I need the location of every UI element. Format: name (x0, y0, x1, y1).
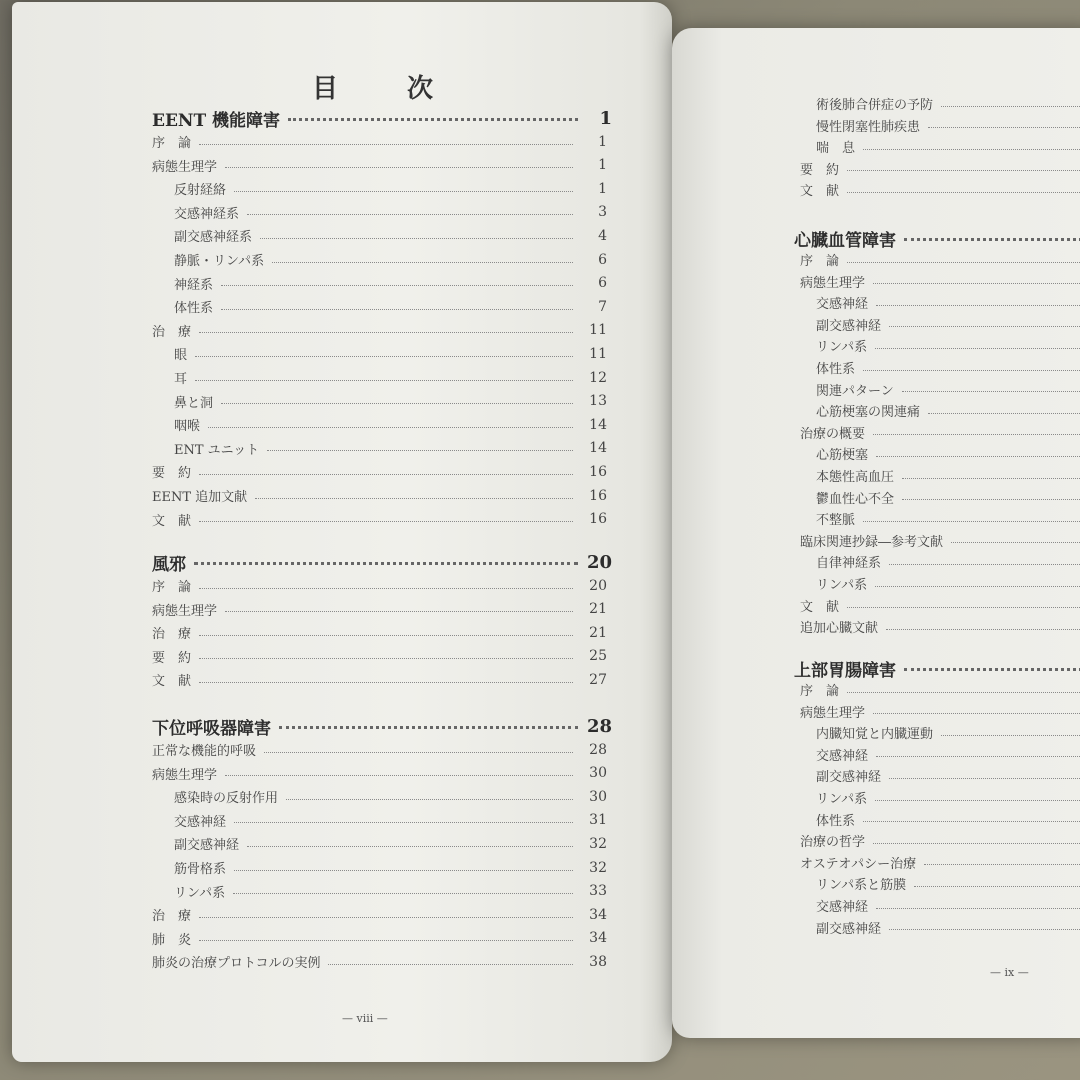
toc-entry (174, 392, 607, 411)
toc-entry (816, 401, 1080, 420)
entry-label: 序 論 (152, 136, 192, 151)
entry-label: 要 約 (152, 466, 192, 482)
toc-entry (152, 952, 607, 971)
page-number: 6 (598, 275, 607, 292)
toc-entry (816, 723, 1080, 742)
toc-section-heading (152, 106, 612, 131)
entry-label: 副交感神経 (816, 921, 882, 937)
toc-entry (152, 576, 607, 595)
dot-leader (873, 712, 1080, 714)
page-number: 3 (598, 204, 607, 221)
page-number: 13 (589, 393, 607, 410)
page-number: 21 (589, 624, 607, 641)
dot-leader (225, 166, 573, 168)
page-number: 14 (589, 416, 607, 433)
dot-leader (904, 667, 1080, 671)
toc-entry (800, 680, 1080, 699)
dot-leader (255, 497, 573, 499)
toc-entry (174, 415, 607, 434)
dot-leader (914, 885, 1080, 887)
toc-entry (152, 486, 607, 505)
dot-leader (889, 325, 1080, 327)
dot-leader (221, 308, 573, 310)
dot-leader (875, 585, 1080, 587)
dot-leader (875, 799, 1080, 801)
dot-leader (873, 842, 1080, 844)
dot-leader (876, 755, 1080, 757)
dot-leader (225, 774, 573, 776)
entry-label: 序 論 (800, 684, 840, 699)
entry-label: 不整脈 (816, 513, 856, 529)
entry-label: 体性系 (816, 813, 856, 829)
entry-label: 文 献 (152, 513, 192, 529)
dot-leader (234, 869, 573, 871)
dot-leader (941, 734, 1080, 736)
entry-label: 追加心臓文献 (800, 621, 879, 637)
dot-leader (286, 798, 573, 800)
toc-entry (800, 159, 1080, 178)
entry-label: 病態生理学 (152, 767, 218, 783)
toc-entry (152, 929, 607, 948)
page-number: 12 (589, 369, 607, 386)
entry-label: 眼 (174, 348, 188, 364)
toc-entry (174, 344, 607, 363)
entry-label: 鬱血性心不全 (816, 491, 895, 507)
dot-leader (928, 126, 1080, 128)
entry-label: 治療の概要 (800, 426, 866, 442)
dot-leader (924, 863, 1080, 865)
dot-leader (234, 821, 573, 823)
toc-entry (816, 336, 1080, 355)
page-number: 33 (589, 883, 607, 900)
entry-label: 反射経絡 (174, 183, 227, 199)
entry-label: 喘 息 (816, 141, 856, 157)
dot-leader (886, 628, 1080, 630)
toc-section-heading (152, 714, 612, 739)
page-number: 20 (589, 577, 607, 594)
dot-leader (863, 148, 1080, 150)
toc-entry (800, 250, 1080, 269)
page-number: 1 (598, 133, 607, 150)
page-number: 16 (589, 511, 607, 528)
dot-leader (272, 261, 573, 263)
dot-leader (199, 143, 573, 145)
toc-entry (816, 94, 1080, 113)
toc-entry (816, 444, 1080, 463)
page-number: 32 (589, 835, 607, 852)
entry-label: オステオパシー治療 (800, 856, 917, 872)
toc-entry (152, 156, 607, 175)
entry-label: 治 療 (152, 324, 192, 340)
dot-leader (233, 892, 573, 894)
section-title: EENT 機能障害 (152, 111, 281, 131)
toc-entry (174, 179, 607, 198)
entry-label: 要 約 (800, 162, 840, 178)
dot-leader (863, 369, 1080, 371)
dot-leader (875, 347, 1080, 349)
entry-label: 耳 (174, 372, 188, 387)
entry-label: 病態生理学 (800, 705, 866, 721)
right-page (672, 28, 1080, 1038)
dot-leader (199, 331, 573, 333)
dot-leader (902, 390, 1080, 392)
toc-entry (174, 203, 607, 222)
entry-label: ENT ユニット (174, 442, 260, 458)
dot-leader (863, 820, 1080, 822)
toc-entry (174, 882, 607, 901)
toc-section-heading (794, 656, 1080, 681)
dot-leader (199, 681, 573, 683)
dot-leader (199, 587, 573, 589)
toc-section-heading (152, 550, 612, 575)
entry-label: 神経系 (174, 277, 214, 293)
toc-entry (800, 617, 1080, 636)
toc-entry (816, 315, 1080, 334)
toc-entry (152, 462, 607, 481)
entry-label: 筋骨格系 (174, 862, 227, 877)
toc-entry (816, 810, 1080, 829)
entry-label: 関連パターン (816, 383, 894, 399)
page-number: 1 (598, 180, 607, 197)
dot-leader (847, 691, 1080, 693)
dot-leader (863, 520, 1080, 522)
dot-leader (847, 606, 1080, 608)
toc-entry (800, 531, 1080, 550)
toc-entry (816, 766, 1080, 785)
toc-entry (174, 834, 607, 853)
entry-label: 慢性閉塞性肺疾患 (816, 119, 921, 135)
dot-leader (279, 725, 578, 729)
toc-entry (816, 509, 1080, 528)
page-number: 11 (589, 322, 607, 339)
page-number: 16 (589, 463, 607, 480)
page-number: 27 (589, 671, 607, 688)
left-page (12, 2, 672, 1062)
toc-entry (800, 853, 1080, 872)
dot-leader (889, 928, 1080, 930)
entry-label: 肺炎の治療プロトコルの実例 (152, 956, 321, 972)
dot-leader (221, 284, 573, 286)
entry-label: 体性系 (816, 362, 856, 377)
entry-label: リンパ系 (816, 792, 868, 807)
section-title: 心臓血管障害 (794, 231, 896, 251)
entry-label: 序 論 (152, 580, 192, 595)
toc-entry (174, 226, 607, 245)
toc-entry (152, 623, 607, 642)
toc-entry (800, 831, 1080, 850)
entry-label: 術後肺合併症の予防 (816, 98, 934, 113)
toc-entry (152, 740, 607, 759)
entry-label: 臨床関連抄録―参考文献 (800, 534, 944, 550)
toc-entry (816, 552, 1080, 571)
toc-entry (174, 439, 607, 458)
dot-leader (264, 751, 573, 753)
dot-leader (328, 963, 573, 965)
dot-leader (199, 657, 573, 659)
page-number: 20 (586, 552, 612, 573)
dot-leader (951, 541, 1080, 543)
entry-label: 体性系 (174, 301, 214, 317)
entry-label: 病態生理学 (152, 159, 218, 175)
entry-label: 副交感神経 (174, 838, 240, 854)
dot-leader (873, 282, 1080, 284)
entry-label: リンパ系 (816, 578, 868, 593)
dot-leader (199, 916, 573, 918)
entry-label: 本態性高血圧 (816, 470, 895, 485)
dot-leader (247, 213, 573, 215)
entry-label: 交感神経系 (174, 206, 240, 222)
entry-label: 治療の哲学 (800, 835, 866, 851)
dot-leader (247, 845, 573, 847)
page-number: 6 (598, 251, 607, 268)
dot-leader (847, 191, 1080, 193)
dot-leader (199, 634, 573, 636)
entry-label: 肺 炎 (152, 932, 192, 948)
toc-entry (152, 905, 607, 924)
toc-entry (816, 293, 1080, 312)
toc-entry (816, 574, 1080, 593)
dot-leader (847, 169, 1080, 171)
page-number: 32 (589, 859, 607, 876)
entry-label: 病態生理学 (800, 275, 866, 291)
dot-leader (889, 777, 1080, 779)
page-number: 16 (589, 487, 607, 504)
page-number: 34 (589, 930, 607, 947)
toc-entry (174, 274, 607, 293)
dot-leader (876, 455, 1080, 457)
dot-leader (876, 907, 1080, 909)
entry-label: 治 療 (152, 627, 192, 643)
entry-label: 咽喉 (174, 419, 201, 435)
page-number: 28 (589, 741, 607, 758)
page-number: 31 (589, 812, 607, 829)
page-number: 30 (589, 765, 607, 782)
dot-leader (847, 261, 1080, 263)
page-number: 1 (599, 108, 612, 129)
entry-label: 内臓知覚と内臓運動 (816, 727, 934, 743)
dot-leader (195, 355, 573, 357)
page-number: 34 (589, 906, 607, 923)
dot-leader (267, 449, 573, 451)
toc-entry (174, 250, 607, 269)
entry-label: 心筋梗塞の関連痛 (816, 405, 921, 421)
entry-label: 副交感神経 (816, 318, 882, 334)
toc-entry (174, 858, 607, 877)
toc-entry (816, 874, 1080, 893)
toc-entry (174, 297, 607, 316)
entry-label: 序 論 (800, 254, 840, 269)
entry-label: EENT 追加文献 (152, 490, 248, 505)
entry-label: 病態生理学 (152, 603, 218, 619)
dot-leader (873, 433, 1080, 435)
toc-entry (816, 488, 1080, 507)
toc-entry (816, 745, 1080, 764)
toc-entry (816, 466, 1080, 485)
page-number: 38 (589, 953, 607, 970)
page-number: 1 (598, 157, 607, 174)
toc-entry (816, 358, 1080, 377)
toc-entry (800, 423, 1080, 442)
page-number: 25 (589, 648, 607, 665)
toc-entry (816, 137, 1080, 156)
toc-entry (174, 811, 607, 830)
dot-leader (876, 304, 1080, 306)
toc-entry (174, 368, 607, 387)
entry-label: 文 献 (800, 184, 840, 200)
entry-label: リンパ系と筋膜 (816, 878, 907, 894)
toc-entry (816, 896, 1080, 915)
dot-leader (889, 563, 1080, 565)
entry-label: リンパ系 (816, 340, 868, 356)
dot-leader (208, 426, 573, 428)
dot-leader (199, 520, 573, 522)
dot-leader (902, 498, 1080, 500)
toc-entry (816, 380, 1080, 399)
page-number: 4 (598, 227, 607, 244)
entry-label: 文 献 (152, 674, 192, 690)
toc-entry (152, 670, 607, 689)
dot-leader (195, 379, 573, 381)
section-title: 風邪 (152, 555, 186, 575)
page-number-right: — ix — (990, 966, 1029, 979)
dot-leader (902, 477, 1080, 479)
page-number: 21 (589, 601, 607, 618)
dot-leader (260, 237, 573, 239)
entry-label: 交感神経 (816, 900, 869, 915)
section-title: 上部胃腸障害 (794, 661, 896, 681)
dot-leader (928, 412, 1080, 414)
dot-leader (234, 190, 573, 192)
dot-leader (288, 117, 578, 121)
entry-label: 感染時の反射作用 (174, 791, 279, 807)
entry-label: リンパ系 (174, 885, 226, 901)
entry-label: 自律神経系 (816, 556, 882, 572)
entry-label: 正常な機能的呼吸 (152, 744, 257, 759)
toc-entry (800, 180, 1080, 199)
toc-entry (152, 764, 607, 783)
entry-label: 静脈・リンパ系 (174, 254, 265, 269)
entry-label: 鼻と洞 (174, 395, 214, 411)
entry-label: 交感神経 (816, 748, 869, 764)
page-number: 11 (589, 345, 607, 362)
entry-label: 治 療 (152, 909, 192, 925)
entry-label: 交感神経 (174, 814, 227, 830)
toc-entry (816, 918, 1080, 937)
toc-entry (152, 321, 607, 340)
toc-entry (800, 596, 1080, 615)
page-title: 目 次 (312, 74, 464, 104)
page-number: 28 (586, 716, 612, 737)
entry-label: 副交感神経系 (174, 230, 253, 246)
toc-entry (816, 788, 1080, 807)
dot-leader (225, 610, 573, 612)
entry-label: 文 献 (800, 599, 840, 615)
toc-entry (152, 647, 607, 666)
page-number: 7 (598, 298, 607, 315)
toc-entry (800, 272, 1080, 291)
dot-leader (904, 237, 1080, 241)
entry-label: 心筋梗塞 (816, 448, 869, 464)
toc-entry (152, 510, 607, 529)
entry-label: 要 約 (152, 650, 192, 666)
toc-entry (152, 132, 607, 151)
page-number-left: — viii — (342, 1012, 388, 1025)
toc-section-heading (794, 226, 1080, 251)
entry-label: 副交感神経 (816, 770, 882, 786)
entry-label: 交感神経 (816, 297, 869, 313)
toc-entry (174, 787, 607, 806)
dot-leader (194, 561, 578, 565)
toc-entry (816, 116, 1080, 135)
page-number: 30 (589, 788, 607, 805)
toc-entry (800, 702, 1080, 721)
dot-leader (199, 939, 573, 941)
dot-leader (199, 473, 573, 475)
toc-entry (152, 600, 607, 619)
page-number: 14 (589, 440, 607, 457)
section-title: 下位呼吸器障害 (152, 719, 271, 739)
dot-leader (941, 105, 1080, 107)
dot-leader (221, 402, 573, 404)
